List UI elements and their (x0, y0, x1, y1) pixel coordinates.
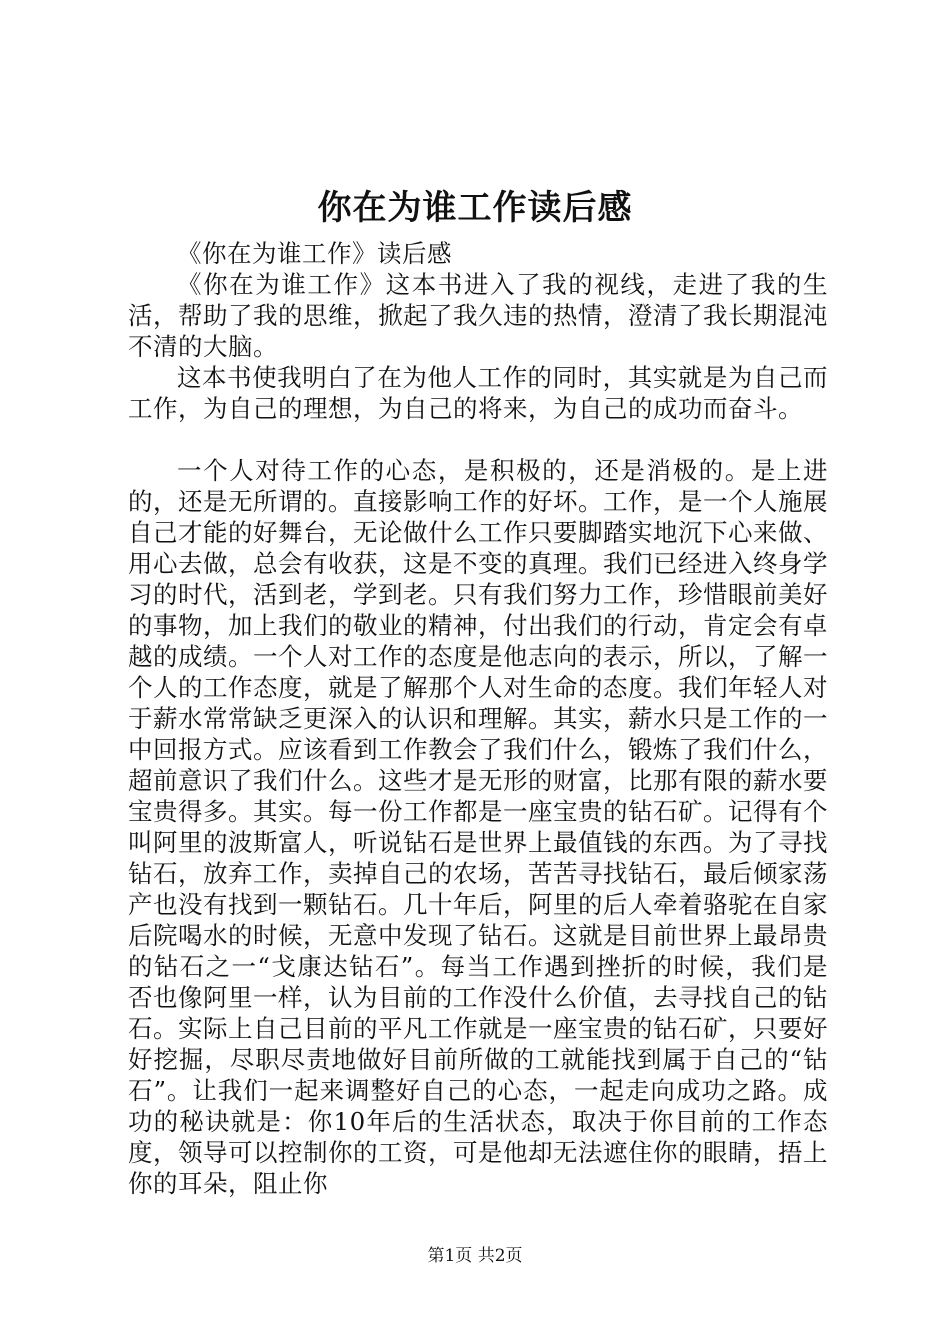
paragraph: 一个人对待工作的心态，是积极的，还是消极的。是上进的，还是无所谓的。直接影响工作的好坏。工作，是一个人施展自己才能的好舞台，无论做什么工作只要脚踏实地沉下心来做、用心去做，总会有收获，这是不变的真理。我们已经进入终身学习的时代，活到老，学到老。只有我们努力工作，珍惜眼前美好的事物，加上我们的敬业的精神，付出我们的行动，肯定会有卓越的成绩。一个人对工作的态度是他志向的表示，所以，了解一个人的工作态度，就是了解那个人对生命的态度。我们年轻人对于薪水常常缺乏更深入的认识和理解。其实，薪水只是工作的一中回报方式。应该看到工作教会了我们什么，锻炼了我们什么，超前意识了我们什么。这些才是无形的财富，比那有限的薪水要宝贵得多。其实。每一份工作都是一座宝贵的钻石矿。记得有个叫阿里的波斯富人，听说钻石是世界上最值钱的东西。为了寻找钻石，放弃工作，卖掉自己的农场，苦苦寻找钻石，最后倾家荡产也没有找到一颗钻石。几十年后，阿里的后人牵着骆驼在自家后院喝水的时候，无意中发现了钻石。这就是目前世界上最昂贵的钻石之一“戈康达钻石”。每当工作遇到挫折的时候，我们是否也像阿里一样，认为目前的工作没什么价值，去寻找自己的钻石。实际上自己目前的平凡工作就是一座宝贵的钻石矿，只要好好挖掘，尽职尽责地做好目前所做的工就能找到属于自己的“钻石”。让我们一起来调整好自己的心态，一起走向成功之路。成功的秘诀就是：你10年后的生活状态，取决于你目前的工作态度，领导可以控制你的工资，可是他却无法遮住你的眼睛，捂上你的耳朵，阻止你 (128, 456, 828, 1198)
page-number: 第1页 共2页 (427, 1246, 523, 1266)
paragraph-subtitle: 《你在为谁工作》读后感 (177, 239, 452, 268)
paragraph: 这本书使我明白了在为他人工作的同时，其实就是为自己而工作，为自己的理想，为自己的将来，为自己的成功而奋斗。 (128, 363, 828, 423)
page-title: 你在为谁工作读后感 (317, 188, 633, 228)
document-body (128, 238, 828, 1199)
paragraph: 《你在为谁工作》这本书进入了我的视线，走进了我的生活，帮助了我的思维，掀起了我久违的热情，澄清了我长期混沌不清的大脑。 (128, 270, 828, 361)
